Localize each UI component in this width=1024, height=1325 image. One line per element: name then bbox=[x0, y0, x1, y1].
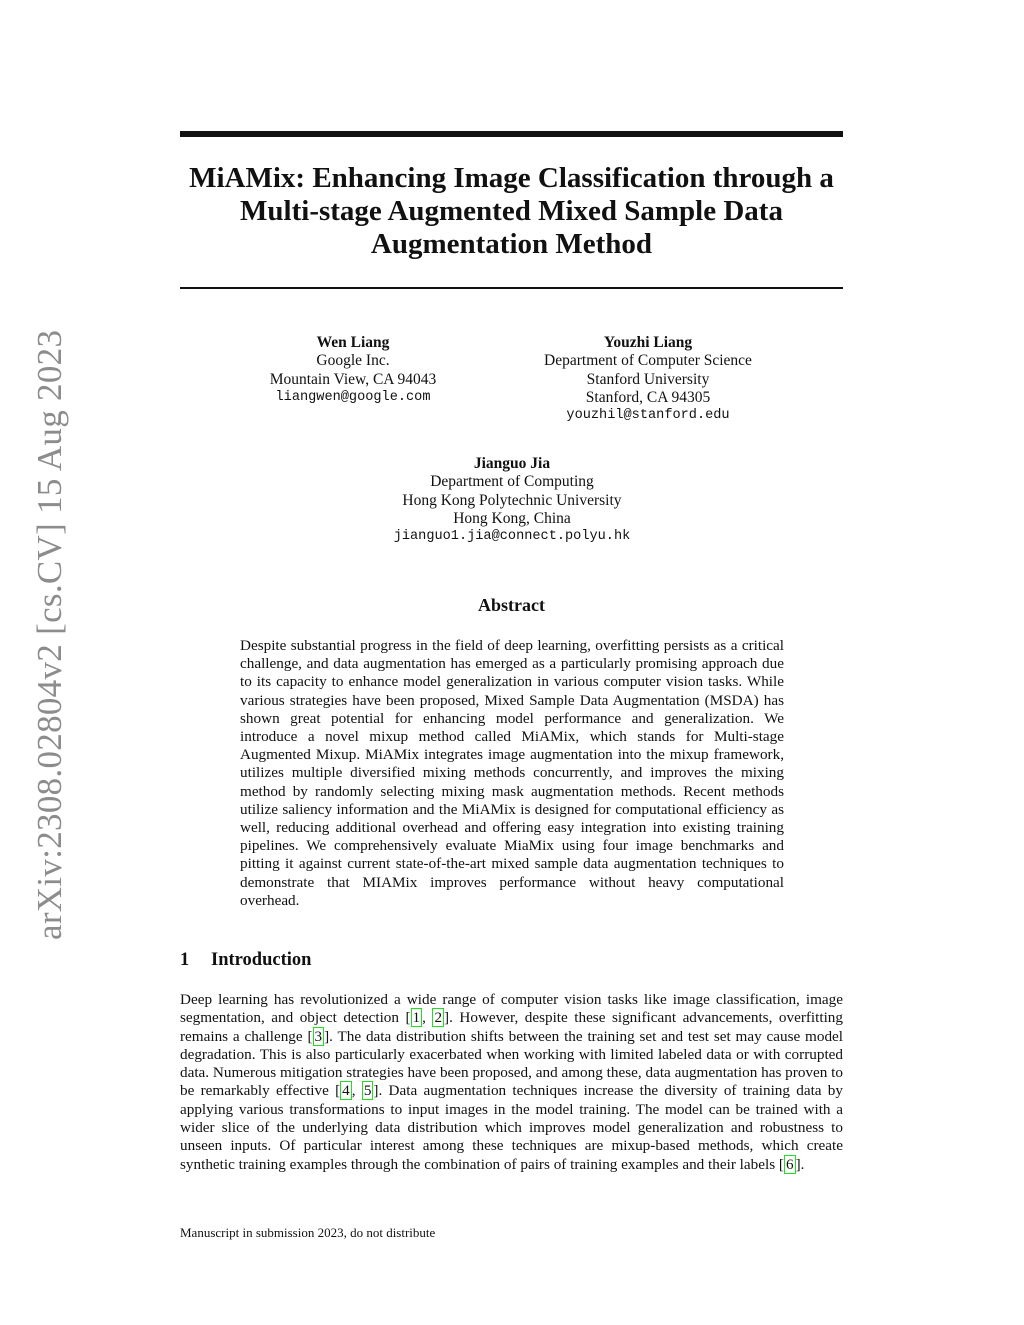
author-email: jianguo1.jia@connect.polyu.hk bbox=[393, 529, 631, 545]
author-affiliation: Stanford University bbox=[586, 370, 710, 388]
section-number: 1 bbox=[180, 950, 190, 970]
introduction-paragraph bbox=[180, 991, 843, 1174]
citation-link[interactable]: 2 bbox=[434, 1009, 443, 1027]
intro-text: ]. However, despite these significant advancements, overfitting remains a challenge [ bbox=[180, 1009, 843, 1045]
author-email: liangwen@google.com bbox=[275, 389, 431, 405]
title-top-rule bbox=[180, 131, 843, 137]
author-department: Department of Computer Science bbox=[544, 352, 752, 370]
intro-text: ]. bbox=[795, 1155, 805, 1173]
manuscript-footer: Manuscript in submission 2023, do not distribute bbox=[180, 1225, 436, 1240]
author-address: Hong Kong, China bbox=[453, 509, 571, 527]
intro-text: ]. Data augmentation techniques increase the diversity of training data by applying various transformations to input images in the model training. The model can be trained with a wider slice of the underlying data distribution which improves model generalization and robustness to unseen inputs. Of particular interest among these techniques are mixup-based methods, which create synthetic training examples through the combination of pairs of training examples and their labels [ bbox=[180, 1082, 843, 1173]
citation-link[interactable]: 1 bbox=[412, 1009, 421, 1027]
citation-separator: , bbox=[422, 1009, 433, 1027]
section-title: Introduction bbox=[211, 950, 312, 970]
author-block-1 bbox=[243, 334, 463, 407]
author-address: Mountain View, CA 94043 bbox=[269, 370, 437, 388]
arxiv-identifier: arXiv:2308.02804v2 [cs.CV] 15 Aug 2023 bbox=[30, 329, 69, 940]
author-name: Wen Liang bbox=[316, 334, 390, 351]
author-affiliation: Google Inc. bbox=[316, 352, 390, 370]
citation-separator: , bbox=[351, 1082, 362, 1100]
author-block-3 bbox=[362, 455, 662, 546]
citation-link[interactable]: 5 bbox=[363, 1082, 372, 1100]
intro-text: Deep learning has revolutionized a wide range of computer vision tasks like image classification, image segmentation, and object detection [ bbox=[180, 991, 843, 1027]
author-email: youzhil@stanford.edu bbox=[566, 408, 730, 424]
title-bottom-rule bbox=[180, 287, 843, 289]
abstract-body: Despite substantial progress in the field of deep learning, overfitting persists as a critical challenge, and data augmentation has emerged as a particularly promising approach due to its capacity to enhance model generalization in various computer vision tasks. While various strategies have been proposed, Mixed Sample Data Augmentation (MSDA) has shown great potential for enhancing model performance and generalization. We introduce a novel mixup method called MiAMix, which stands for Multi-stage Augmented Mixup. MiAMix integrates image augmentation into the mixup framework, utilizes multiple diversified mixing methods concurrently, and improves the mixing method by randomly selecting mixing mask augmentation methods. Recent methods utilize saliency information and the MiAMix is designed for computational efficiency as well, reducing additional overhead and offering easy integration into existing training pipelines. We comprehensively evaluate MiaMix using four image benchmarks and pitting it against current state-of-the-art mixed sample data augmentation techniques to demonstrate that MIAMix improves performance without heavy computational overhead. bbox=[240, 637, 784, 909]
citation-link[interactable]: 6 bbox=[785, 1155, 794, 1173]
author-affiliation: Hong Kong Polytechnic University bbox=[402, 491, 622, 509]
author-name: Jianguo Jia bbox=[473, 455, 551, 472]
abstract-heading: Abstract bbox=[478, 595, 545, 615]
intro-text: ]. The data distribution shifts between the training set and test set may cause model degradation. This is also particularly exacerbated when working with limited labeled data or with corrupted data. Numerous mitigation strategies have been proposed, and among these, data augmentation has proven to be remarkably effective [ bbox=[180, 1027, 844, 1100]
author-block-2 bbox=[518, 334, 778, 425]
citation-link[interactable]: 4 bbox=[342, 1082, 350, 1100]
paper-title: MiAMix: Enhancing Image Classification through a Multi-stage Augmented Mixed Sample Data Augmentation Method bbox=[189, 162, 834, 260]
author-name: Youzhi Liang bbox=[603, 334, 693, 351]
section-heading-introduction bbox=[180, 949, 843, 971]
author-department: Department of Computing bbox=[430, 473, 594, 491]
author-address: Stanford, CA 94305 bbox=[585, 388, 711, 406]
citation-link[interactable]: 3 bbox=[314, 1027, 323, 1045]
